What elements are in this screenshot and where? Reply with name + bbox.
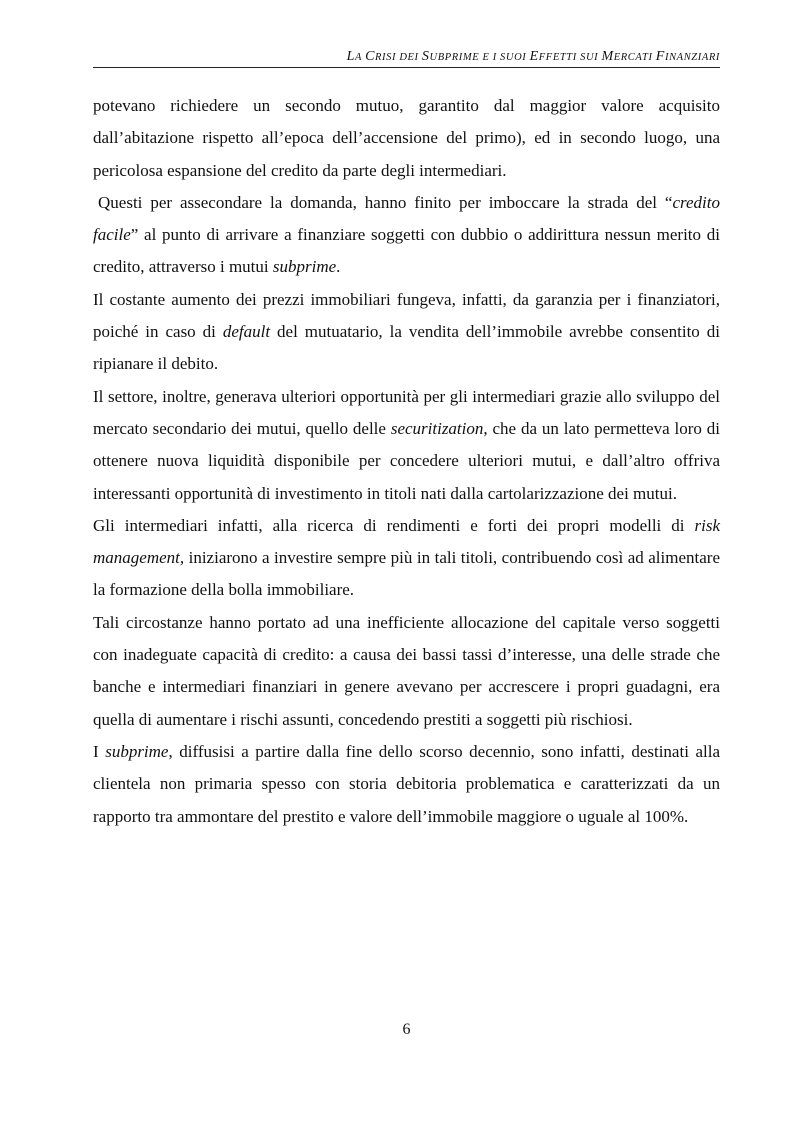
italic-term-credito-facile: credito facile [93, 192, 720, 245]
italic-term-subprime: subprime [272, 257, 337, 277]
text-run: Il costante aumento dei prezzi immobiliari fungeva, infatti, da garanzia per i finanziatori, poiché in caso di [93, 289, 720, 342]
paragraph [93, 187, 720, 284]
italic-term-risk-management: risk management, [93, 515, 720, 568]
header-rule [93, 67, 720, 68]
text-run: , che da un lato permetteva loro di ottenere nuova liquidità disponibile per concedere ulteriori mutui, e dall’altro offriva interessanti opportunità di investimento in titoli nati dalla cartolarizzazione dei mutui. [93, 418, 720, 503]
paragraph [93, 510, 720, 607]
text-run: potevano richiedere un secondo mutuo, garantito dal maggior valore acquisito dall’abitazione rispetto all’epoca dell’accensione del primo), ed in secondo luogo, una pericolosa espansione del credito da parte degli intermediari. [93, 96, 720, 180]
text-run: iniziarono a investire sempre più in tali titoli, contribuendo così ad alimentare la formazione della bolla immobiliare. [93, 548, 720, 600]
italic-term-default: default [222, 322, 271, 342]
paragraph [93, 284, 720, 381]
text-run: . [336, 257, 341, 277]
running-header [93, 48, 720, 66]
paragraph [93, 90, 720, 187]
text-run: Il settore, inoltre, generava ulteriori opportunità per gli intermediari grazie allo sviluppo del mercato secondario dei mutui, quello delle [93, 386, 720, 438]
paragraph [93, 381, 720, 510]
body-text [93, 90, 720, 833]
text-run: Tali circostanze hanno portato ad una inefficiente allocazione del capitale verso soggetti con inadeguate capacità di credito: a causa dei bassi tassi d’interesse, una delle strade che banche e intermediari finanziari in genere avevano per accrescere i propri guadagni, era quella di aumentare i rischi assunti, concedendo prestiti a soggetti più rischiosi. [93, 612, 720, 729]
text-run: ” al punto di arrivare a finanziare soggetti con dubbio o addirittura nessun merito di credito, attraverso i mutui [93, 225, 720, 277]
text-run: I [93, 741, 106, 761]
italic-term-securitization: securitization [390, 418, 484, 438]
paragraph [93, 607, 720, 736]
text-run: Gli intermediari infatti, alla ricerca di rendimenti e forti dei propri modelli di [93, 515, 695, 535]
text-run: , diffusisi a partire dalla fine dello scorso decennio, sono infatti, destinati alla clientela non primaria spesso con storia debitoria problematica e caratterizzati da un rapporto tra ammontare del prestito e valore dell’immobile maggiore o uguale al 100%. [93, 741, 720, 826]
running-header-title: LA CRISI DEI SUBPRIME E I SUOI EFFETTI SUI MERCATI FINANZIARI [346, 49, 720, 64]
text-run: del mutuatario, la vendita dell’immobile avrebbe consentito di ripianare il debito. [93, 322, 720, 374]
paragraph [93, 736, 720, 833]
italic-term-subprime: subprime [105, 741, 169, 761]
page-number: 6 [402, 1021, 411, 1038]
text-run: Questi per assecondare la domanda, hanno finito per imboccare la strada del “ [98, 192, 673, 212]
